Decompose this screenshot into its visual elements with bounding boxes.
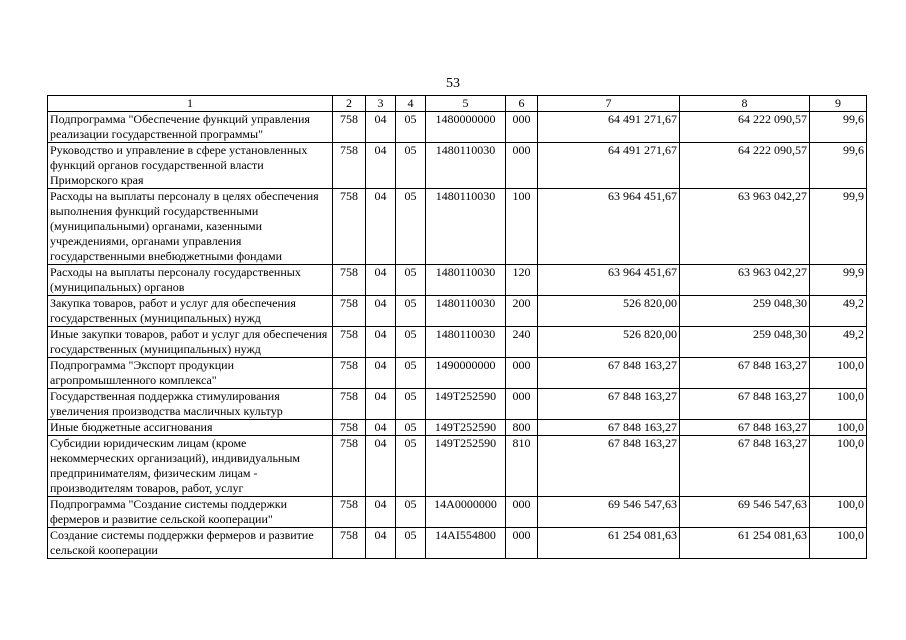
expense-name-cell: Закупка товаров, работ и услуг для обеспечения государственных (муниципальных) нужд bbox=[48, 296, 333, 327]
budget-table bbox=[47, 95, 867, 559]
subsection-code-cell: 05 bbox=[396, 189, 426, 265]
table-row bbox=[48, 358, 867, 389]
section-code-cell: 04 bbox=[366, 296, 396, 327]
ministry-code-cell: 758 bbox=[333, 389, 366, 420]
execution-percent-cell: 99,9 bbox=[810, 265, 867, 296]
column-header: 7 bbox=[538, 96, 680, 112]
target-article-cell: 1480110030 bbox=[426, 143, 506, 189]
section-code-cell: 04 bbox=[366, 358, 396, 389]
table-row bbox=[48, 528, 867, 559]
expense-name-cell: Подпрограмма "Обеспечение функций управления реализации государственной программы" bbox=[48, 112, 333, 143]
column-header: 9 bbox=[810, 96, 867, 112]
expense-type-cell: 000 bbox=[506, 528, 538, 559]
expense-type-cell: 200 bbox=[506, 296, 538, 327]
expense-type-cell: 000 bbox=[506, 389, 538, 420]
target-article-cell: 1480110030 bbox=[426, 265, 506, 296]
subsection-code-cell: 05 bbox=[396, 296, 426, 327]
page-number: 53 bbox=[446, 76, 460, 91]
plan-amount-cell: 64 491 271,67 bbox=[538, 143, 680, 189]
expense-type-cell: 000 bbox=[506, 143, 538, 189]
plan-amount-cell: 67 848 163,27 bbox=[538, 420, 680, 436]
plan-amount-cell: 526 820,00 bbox=[538, 296, 680, 327]
execution-percent-cell: 49,2 bbox=[810, 296, 867, 327]
fact-amount-cell: 67 848 163,27 bbox=[680, 436, 810, 497]
column-number-row bbox=[48, 96, 867, 112]
execution-percent-cell: 99,6 bbox=[810, 143, 867, 189]
subsection-code-cell: 05 bbox=[396, 497, 426, 528]
ministry-code-cell: 758 bbox=[333, 143, 366, 189]
table-row bbox=[48, 189, 867, 265]
execution-percent-cell: 100,0 bbox=[810, 358, 867, 389]
expense-name-cell: Руководство и управление в сфере установленных функций органов государственной власти Приморского края bbox=[48, 143, 333, 189]
table-row bbox=[48, 436, 867, 497]
table-row bbox=[48, 143, 867, 189]
plan-amount-cell: 67 848 163,27 bbox=[538, 358, 680, 389]
execution-percent-cell: 49,2 bbox=[810, 327, 867, 358]
execution-percent-cell: 100,0 bbox=[810, 497, 867, 528]
ministry-code-cell: 758 bbox=[333, 420, 366, 436]
expense-name-cell: Иные закупки товаров, работ и услуг для обеспечения государственных (муниципальных) нужд bbox=[48, 327, 333, 358]
section-code-cell: 04 bbox=[366, 112, 396, 143]
plan-amount-cell: 63 964 451,67 bbox=[538, 189, 680, 265]
expense-type-cell: 800 bbox=[506, 420, 538, 436]
column-header: 6 bbox=[506, 96, 538, 112]
execution-percent-cell: 100,0 bbox=[810, 389, 867, 420]
table-row bbox=[48, 265, 867, 296]
expense-type-cell: 120 bbox=[506, 265, 538, 296]
section-code-cell: 04 bbox=[366, 327, 396, 358]
execution-percent-cell: 100,0 bbox=[810, 420, 867, 436]
expense-name-cell: Создание системы поддержки фермеров и развитие сельской кооперации bbox=[48, 528, 333, 559]
fact-amount-cell: 64 222 090,57 bbox=[680, 143, 810, 189]
plan-amount-cell: 67 848 163,27 bbox=[538, 389, 680, 420]
section-code-cell: 04 bbox=[366, 265, 396, 296]
expense-name-cell: Расходы на выплаты персоналу государственных (муниципальных) органов bbox=[48, 265, 333, 296]
subsection-code-cell: 05 bbox=[396, 327, 426, 358]
plan-amount-cell: 67 848 163,27 bbox=[538, 436, 680, 497]
target-article-cell: 1480000000 bbox=[426, 112, 506, 143]
execution-percent-cell: 100,0 bbox=[810, 436, 867, 497]
subsection-code-cell: 05 bbox=[396, 358, 426, 389]
fact-amount-cell: 259 048,30 bbox=[680, 296, 810, 327]
ministry-code-cell: 758 bbox=[333, 528, 366, 559]
subsection-code-cell: 05 bbox=[396, 436, 426, 497]
subsection-code-cell: 05 bbox=[396, 420, 426, 436]
plan-amount-cell: 61 254 081,63 bbox=[538, 528, 680, 559]
expense-name-cell: Государственная поддержка стимулирования увеличения производства масличных культур bbox=[48, 389, 333, 420]
target-article-cell: 149T252590 bbox=[426, 389, 506, 420]
table-row bbox=[48, 497, 867, 528]
subsection-code-cell: 05 bbox=[396, 389, 426, 420]
expense-type-cell: 100 bbox=[506, 189, 538, 265]
column-header: 1 bbox=[48, 96, 333, 112]
target-article-cell: 149T252590 bbox=[426, 436, 506, 497]
target-article-cell: 1480110030 bbox=[426, 296, 506, 327]
subsection-code-cell: 05 bbox=[396, 265, 426, 296]
table-body bbox=[48, 112, 867, 559]
expense-type-cell: 000 bbox=[506, 358, 538, 389]
section-code-cell: 04 bbox=[366, 436, 396, 497]
plan-amount-cell: 64 491 271,67 bbox=[538, 112, 680, 143]
expense-type-cell: 810 bbox=[506, 436, 538, 497]
section-code-cell: 04 bbox=[366, 189, 396, 265]
expense-name-cell: Иные бюджетные ассигнования bbox=[48, 420, 333, 436]
plan-amount-cell: 63 964 451,67 bbox=[538, 265, 680, 296]
fact-amount-cell: 63 963 042,27 bbox=[680, 265, 810, 296]
fact-amount-cell: 67 848 163,27 bbox=[680, 420, 810, 436]
expense-type-cell: 000 bbox=[506, 112, 538, 143]
fact-amount-cell: 64 222 090,57 bbox=[680, 112, 810, 143]
expense-type-cell: 240 bbox=[506, 327, 538, 358]
subsection-code-cell: 05 bbox=[396, 112, 426, 143]
column-header: 5 bbox=[426, 96, 506, 112]
ministry-code-cell: 758 bbox=[333, 189, 366, 265]
ministry-code-cell: 758 bbox=[333, 296, 366, 327]
table-row bbox=[48, 420, 867, 436]
table-row bbox=[48, 296, 867, 327]
section-code-cell: 04 bbox=[366, 143, 396, 189]
execution-percent-cell: 99,6 bbox=[810, 112, 867, 143]
fact-amount-cell: 61 254 081,63 bbox=[680, 528, 810, 559]
fact-amount-cell: 259 048,30 bbox=[680, 327, 810, 358]
expense-name-cell: Расходы на выплаты персоналу в целях обеспечения выполнения функций государственными (муниципальными) органами, казенными учреждениями, органами управления государственными внебюджетными фондами bbox=[48, 189, 333, 265]
ministry-code-cell: 758 bbox=[333, 436, 366, 497]
column-header: 2 bbox=[333, 96, 366, 112]
target-article-cell: 14A0000000 bbox=[426, 497, 506, 528]
target-article-cell: 14AI554800 bbox=[426, 528, 506, 559]
ministry-code-cell: 758 bbox=[333, 358, 366, 389]
fact-amount-cell: 63 963 042,27 bbox=[680, 189, 810, 265]
expense-name-cell: Подпрограмма "Создание системы поддержки фермеров и развитие сельской кооперации" bbox=[48, 497, 333, 528]
plan-amount-cell: 69 546 547,63 bbox=[538, 497, 680, 528]
column-header: 4 bbox=[396, 96, 426, 112]
section-code-cell: 04 bbox=[366, 389, 396, 420]
section-code-cell: 04 bbox=[366, 528, 396, 559]
section-code-cell: 04 bbox=[366, 497, 396, 528]
target-article-cell: 1490000000 bbox=[426, 358, 506, 389]
subsection-code-cell: 05 bbox=[396, 143, 426, 189]
expense-name-cell: Субсидии юридическим лицам (кроме некоммерческих организаций), индивидуальным предпринимателям, физическим лицам - производителям товаров, работ, услуг bbox=[48, 436, 333, 497]
fact-amount-cell: 67 848 163,27 bbox=[680, 389, 810, 420]
plan-amount-cell: 526 820,00 bbox=[538, 327, 680, 358]
target-article-cell: 1480110030 bbox=[426, 327, 506, 358]
column-header: 3 bbox=[366, 96, 396, 112]
expense-name-cell: Подпрограмма "Экспорт продукции агропромышленного комплекса" bbox=[48, 358, 333, 389]
table-row bbox=[48, 389, 867, 420]
table-row bbox=[48, 327, 867, 358]
subsection-code-cell: 05 bbox=[396, 528, 426, 559]
target-article-cell: 149T252590 bbox=[426, 420, 506, 436]
fact-amount-cell: 67 848 163,27 bbox=[680, 358, 810, 389]
execution-percent-cell: 100,0 bbox=[810, 528, 867, 559]
expense-type-cell: 000 bbox=[506, 497, 538, 528]
ministry-code-cell: 758 bbox=[333, 327, 366, 358]
table-row bbox=[48, 112, 867, 143]
ministry-code-cell: 758 bbox=[333, 497, 366, 528]
ministry-code-cell: 758 bbox=[333, 265, 366, 296]
column-header: 8 bbox=[680, 96, 810, 112]
execution-percent-cell: 99,9 bbox=[810, 189, 867, 265]
fact-amount-cell: 69 546 547,63 bbox=[680, 497, 810, 528]
target-article-cell: 1480110030 bbox=[426, 189, 506, 265]
section-code-cell: 04 bbox=[366, 420, 396, 436]
ministry-code-cell: 758 bbox=[333, 112, 366, 143]
